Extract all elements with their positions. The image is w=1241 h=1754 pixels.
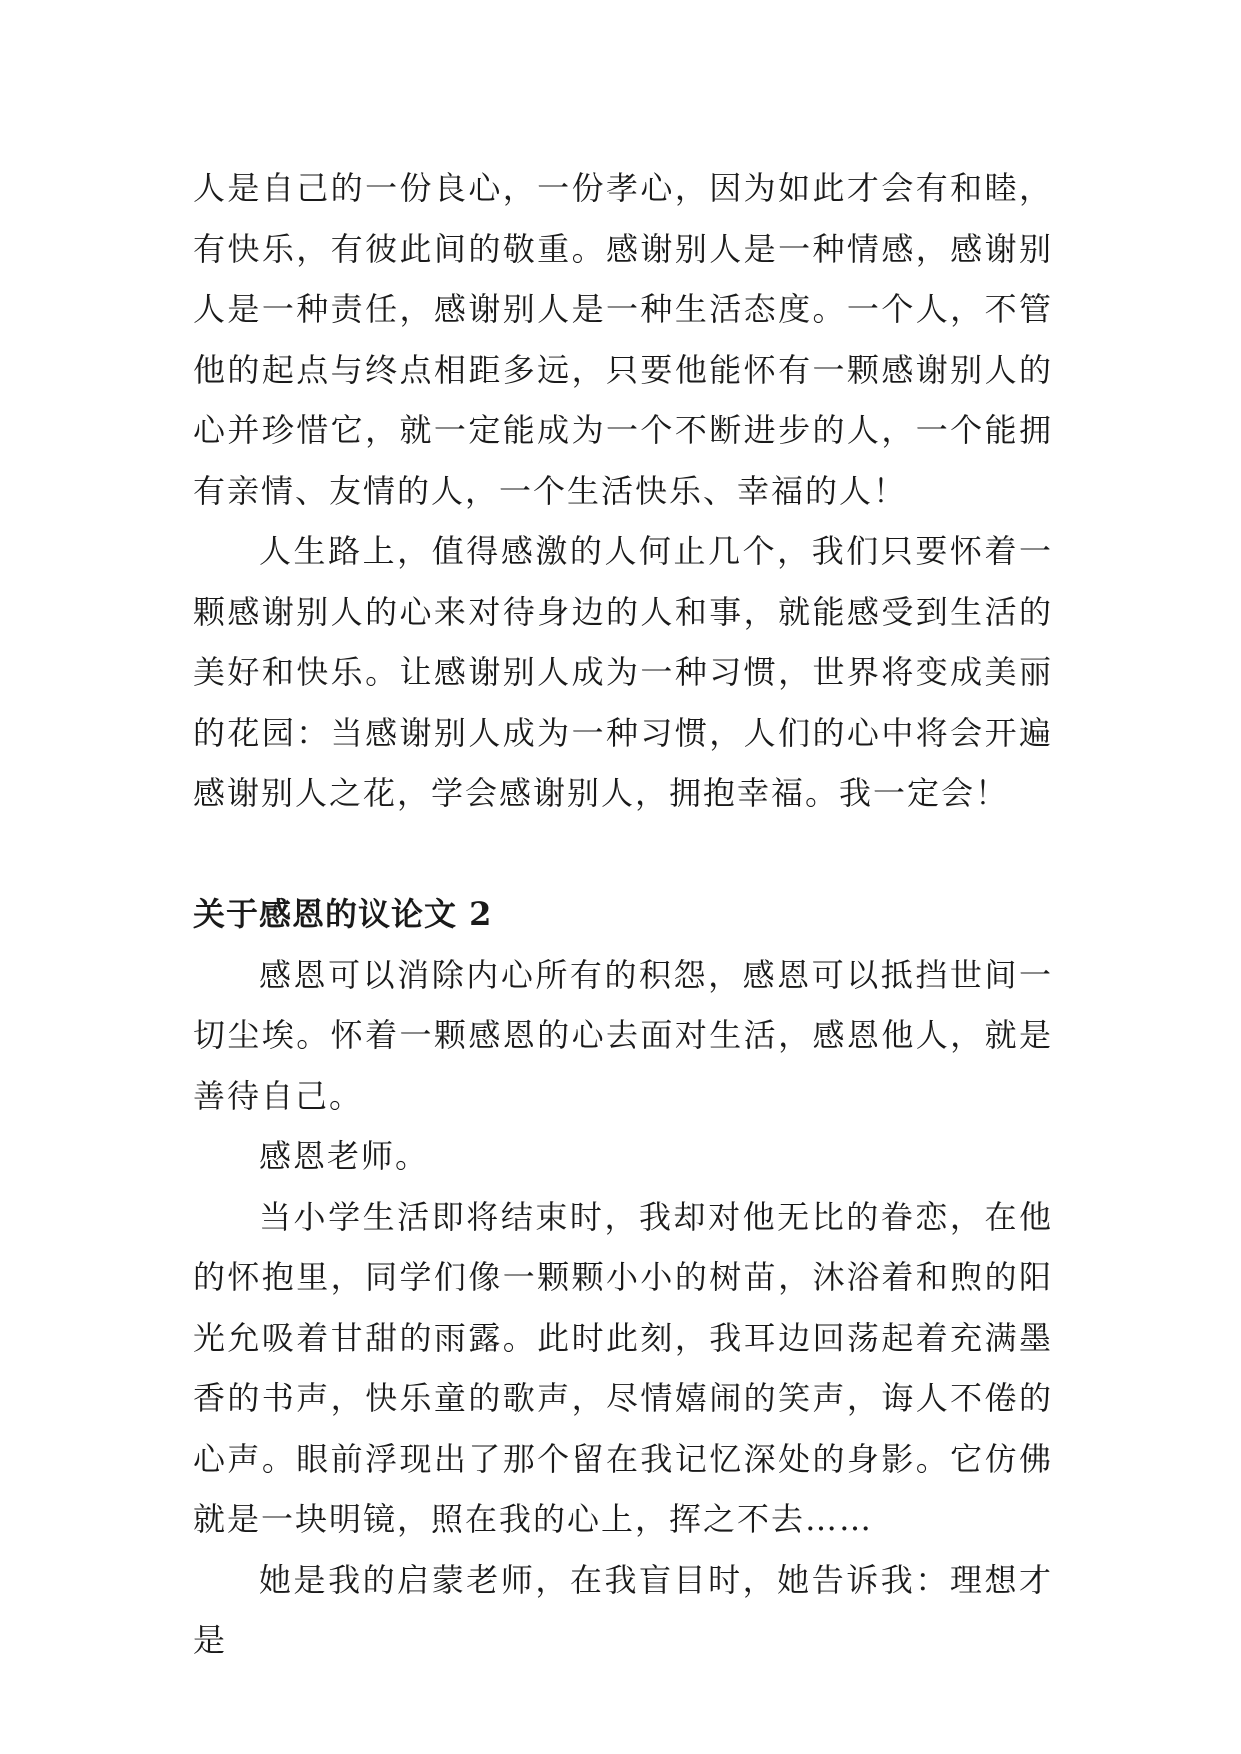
paragraph-gratitude-intro: 感恩可以消除内心所有的积怨，感恩可以抵挡世间一切尘埃。怀着一颗感恩的心去面对生活，感恩他人，就是善待自己。 <box>193 955 1053 1115</box>
section-title: 关于感恩的议论文 2 <box>193 895 493 933</box>
paragraph-primary-school: 当小学生活即将结束时，我却对他无比的眷恋，在他的怀抱里，同学们像一颗颗小小的树苗，沐浴着和煦的阳光允吸着甘甜的雨露。此时此刻，我耳边回荡起着充满墨香的书声，快乐童的歌声，尽情嬉闹的笑声，诲人不倦的心声。眼前浮现出了那个留在我记忆深处的身影。它仿佛就是一块明镜，照在我的心上，挥之不去…… <box>193 1197 1053 1538</box>
paragraph-enlightenment-teacher: 她是我的启蒙老师，在我盲目时，她告诉我：理想才是 <box>193 1560 1053 1659</box>
paragraph-continuation: 人是自己的一份良心，一份孝心，因为如此才会有和睦，有快乐，有彼此间的敬重。感谢别人是一种情感，感谢别人是一种责任，感谢别人是一种生活态度。一个人，不管他的起点与终点相距多远，只要他能怀有一颗感谢别人的心并珍惜它，就一定能成为一个不断进步的人，一个能拥有亲情、友情的人，一个生活快乐、幸福的人！ <box>193 169 1053 510</box>
paragraph-thank-teacher: 感恩老师。 <box>259 1137 430 1175</box>
document-body <box>193 158 1053 1671</box>
paragraph-life-road: 人生路上，值得感激的人何止几个，我们只要怀着一颗感谢别人的心来对待身边的人和事，就能感受到生活的美好和快乐。让感谢别人成为一种习惯，世界将变成美丽的花园：当感谢别人成为一种习惯，人们的心中将会开遍感谢别人之花，学会感谢别人，拥抱幸福。我一定会！ <box>193 532 1053 812</box>
